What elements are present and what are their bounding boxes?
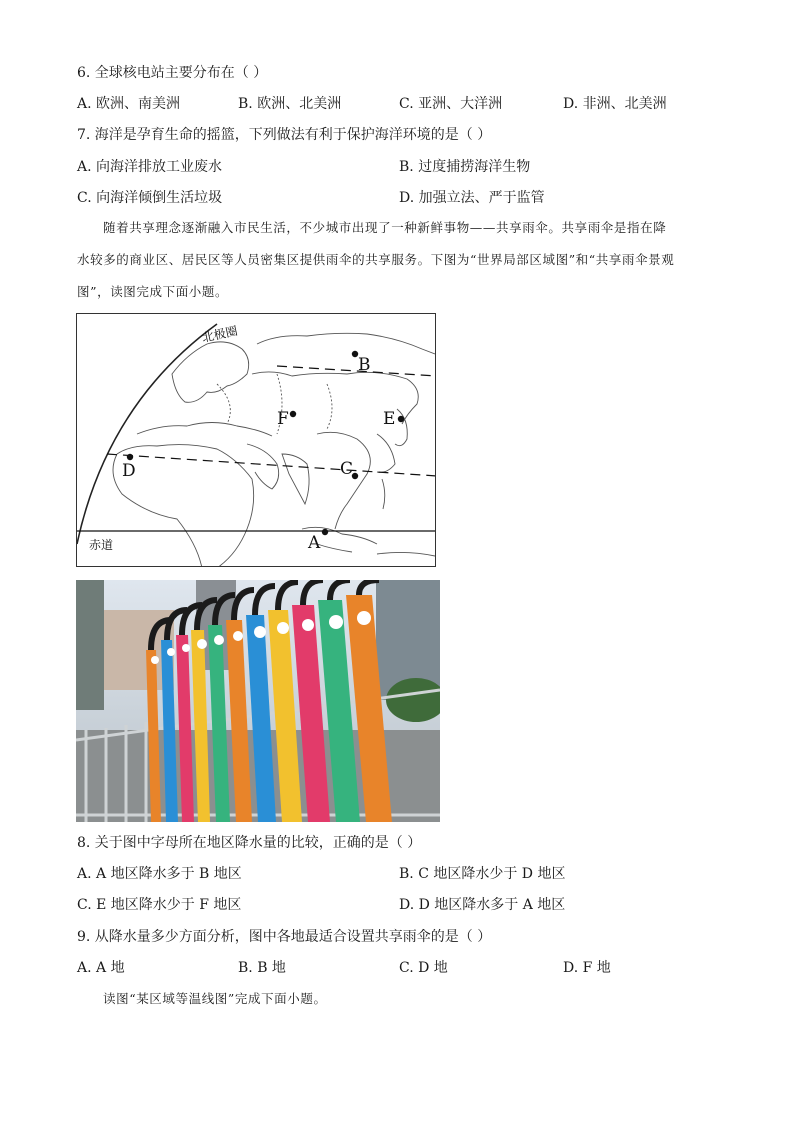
q7-option-d[interactable]: D. 加强立法、严于监管 bbox=[399, 190, 545, 206]
q6-option-d[interactable]: D. 非洲、北美洲 bbox=[563, 96, 667, 112]
q9-option-d[interactable]: D. F 地 bbox=[563, 960, 611, 976]
point-d-dot bbox=[127, 454, 133, 460]
shared-umbrella-photo bbox=[76, 580, 440, 822]
map-svg bbox=[77, 314, 436, 567]
q9-option-b[interactable]: B. B 地 bbox=[238, 960, 286, 976]
q7-option-c[interactable]: C. 向海洋倾倒生活垃圾 bbox=[77, 190, 223, 206]
passage-line-2: 水较多的商业区、居民区等人员密集区提供雨伞的共享服务。下图为“世界局部区域图”和“共享雨伞景观 bbox=[77, 252, 675, 267]
q6-option-c[interactable]: C. 亚洲、大洋洲 bbox=[399, 96, 503, 112]
point-b-label: B bbox=[358, 355, 371, 375]
world-region-map bbox=[76, 313, 436, 567]
q9-option-a[interactable]: A. A 地 bbox=[77, 960, 125, 976]
q8-option-b[interactable]: B. C 地区降水少于 D 地区 bbox=[399, 866, 566, 882]
question-8-stem: 8. 关于图中字母所在地区降水量的比较，正确的是（ ） bbox=[77, 835, 422, 851]
globe-edge bbox=[77, 324, 217, 544]
question-9-stem: 9. 从降水量多少方面分析，图中各地最适合设置共享雨伞的是（ ） bbox=[77, 929, 492, 945]
q8-option-d[interactable]: D. D 地区降水多于 A 地区 bbox=[399, 897, 566, 913]
q8-option-c[interactable]: C. E 地区降水少于 F 地区 bbox=[77, 897, 242, 913]
coastlines bbox=[113, 333, 435, 567]
point-a-dot bbox=[322, 529, 328, 535]
point-a-label: A bbox=[308, 533, 321, 553]
arctic-circle-label: 北极圈 bbox=[200, 323, 239, 345]
point-f-dot bbox=[290, 411, 296, 417]
q6-option-b[interactable]: B. 欧洲、北美洲 bbox=[238, 96, 342, 112]
point-f-label: F bbox=[277, 409, 289, 429]
passage-line-1: 随着共享理念逐渐融入市民生活，不少城市出现了一种新鲜事物——共享雨伞。共享雨伞是指在降 bbox=[103, 220, 667, 235]
reading-passage bbox=[77, 212, 717, 308]
q7-option-a[interactable]: A. 向海洋排放工业废水 bbox=[77, 159, 223, 175]
point-e-dot bbox=[398, 416, 404, 422]
q6-option-a[interactable]: A. 欧洲、南美洲 bbox=[77, 96, 181, 112]
q9-option-c[interactable]: C. D 地 bbox=[399, 960, 448, 976]
next-section-instruction: 读图“某区域等温线图”完成下面小题。 bbox=[103, 991, 327, 1006]
point-c-label: C bbox=[340, 459, 354, 479]
equator-label: 赤道 bbox=[89, 538, 114, 552]
q8-option-a[interactable]: A. A 地区降水多于 B 地区 bbox=[77, 866, 242, 882]
question-7-stem: 7. 海洋是孕育生命的摇篮，下列做法有利于保护海洋环境的是（ ） bbox=[77, 127, 492, 143]
passage-line-3: 图”，读图完成下面小题。 bbox=[77, 284, 229, 299]
question-6-stem: 6. 全球核电站主要分布在（ ） bbox=[77, 65, 268, 81]
point-e-label: E bbox=[383, 409, 396, 429]
point-d-label: D bbox=[122, 461, 136, 481]
umbrella-photo-svg bbox=[76, 580, 440, 822]
q7-option-b[interactable]: B. 过度捕捞海洋生物 bbox=[399, 159, 531, 175]
